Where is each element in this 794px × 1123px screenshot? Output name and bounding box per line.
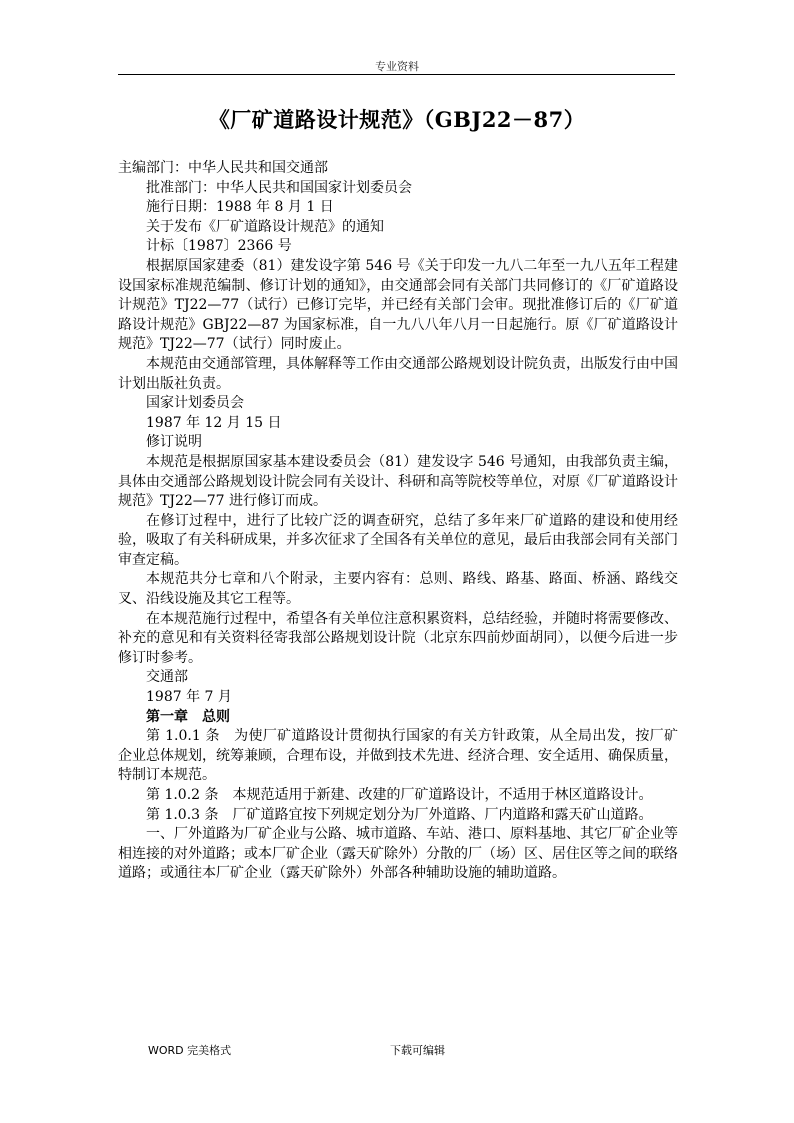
footer-right-text: 下载可编辑: [390, 1044, 445, 1057]
chapter-heading: 第一章 总则: [146, 708, 230, 725]
signatory: 国家计划委员会: [146, 395, 244, 412]
page-header: 专业资料: [375, 60, 419, 73]
paragraph: 本规范共分七章和八个附录，主要内容有：总则、路线、路基、路面、桥涵、路线交叉、沿线设施及其它工程等。: [118, 571, 678, 608]
paragraph: 本规范由交通部管理，具体解释等工作由交通部公路规划设计院负责，出版发行由中国计划出版社负责。: [118, 355, 678, 392]
article: 第 1.0.3 条 厂矿道路宜按下列规定划分为厂外道路、厂内道路和露天矿山道路。: [146, 806, 653, 823]
section-heading: 修订说明: [146, 434, 202, 451]
paragraph: 根据原国家建委（81）建发设字第 546 号《关于印发一九八二年至一九八五年工程建设国家标准规范编制、修订计划的通知》，由交通部会同有关部门共同修订的《厂矿道路设计规范》TJ22—77（试行）已修订完毕，并已经有关部门会审。现批准修订后的《厂矿道路设计规范》GBJ22—87 为国家标准，自一九八八年八月一日起施行。原《厂矿道路设计规范》TJ22—77（试行）同时废止。: [118, 257, 678, 353]
notice-title: 关于发布《厂矿道路设计规范》的通知: [146, 218, 384, 235]
effective-date-line: 施行日期：1988 年 8 月 1 日: [146, 199, 334, 216]
signature-date: 1987 年 12 月 15 日: [146, 414, 282, 431]
signatory: 交通部: [146, 669, 188, 686]
notice-number: 计标〔1987〕2366 号: [146, 238, 292, 255]
article: 第 1.0.2 条 本规范适用于新建、改建的厂矿道路设计，不适用于林区道路设计。: [146, 787, 653, 803]
article: 第 1.0.1 条 为使厂矿道路设计贯彻执行国家的有关方针政策，从全局出发，按厂矿企业总体规划，统筹兼顾，合理布设，并做到技术先进、经济合理、安全适用、确保质量，特制订本规范。: [118, 728, 678, 784]
document-title: 《厂矿道路设计规范》（GBJ22－87）: [208, 107, 586, 132]
header-divider: [118, 74, 675, 75]
paragraph: 在修订过程中，进行了比较广泛的调查研究，总结了多年来厂矿道路的建设和使用经验，吸取了有关科研成果，并多次征求了全国各有关单位的意见，最后由我部会同有关部门审查定稿。: [118, 512, 678, 568]
document-body: [118, 159, 678, 884]
paragraph: 本规范是根据原国家基本建设委员会（81）建发设字 546 号通知，由我部负责主编，具体由交通部公路规划设计院会同有关设计、科研和高等院校等单位，对原《厂矿道路设计规范》TJ22—77 进行修订而成。: [118, 453, 678, 510]
chief-editor-line: 主编部门：中华人民共和国交通部: [118, 160, 328, 176]
article-item: 一、厂外道路为厂矿企业与公路、城市道路、车站、港口、原料基地、其它厂矿企业等相连接的对外道路；或本厂矿企业（露天矿除外）分散的厂（场）区、居住区等之间的联络道路；或通往本厂矿企业（露天矿除外）外部各种辅助设施的辅助道路。: [118, 826, 678, 882]
signature-date: 1987 年 7 月: [146, 689, 232, 706]
footer-left-text: WORD 完美格式: [148, 1044, 232, 1057]
approval-dept-line: 批准部门：中华人民共和国国家计划委员会: [146, 179, 412, 196]
paragraph: 在本规范施行过程中，希望各有关单位注意积累资料，总结经验，并随时将需要修改、补充的意见和有关资料径寄我部公路规划设计院（北京东四前炒面胡同），以便今后进一步修订时参考。: [118, 610, 678, 666]
